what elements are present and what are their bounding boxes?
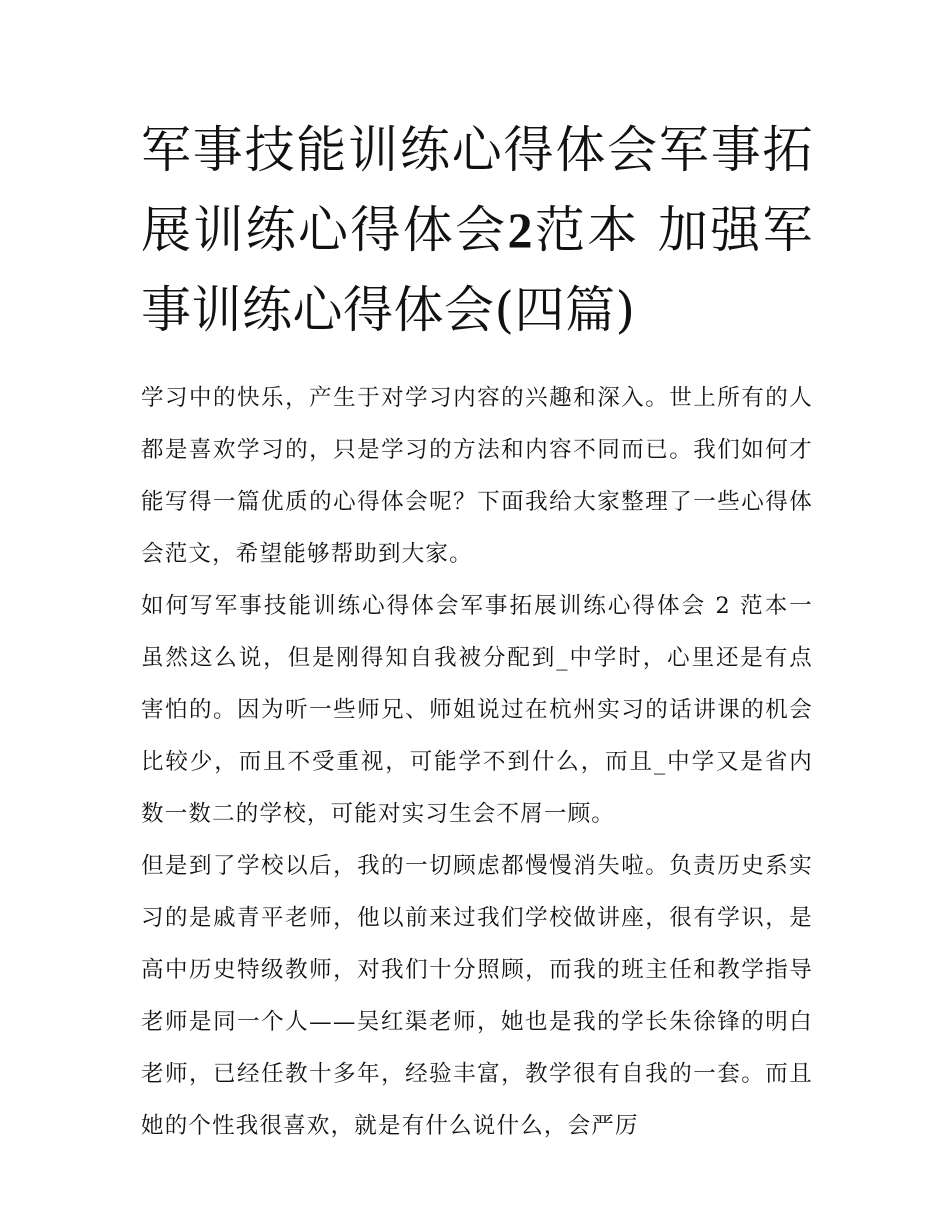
document-body bbox=[141, 372, 813, 1152]
document-title bbox=[141, 110, 813, 350]
title-number: 2 bbox=[507, 202, 533, 258]
paragraph-intro: 学习中的快乐，产生于对学习内容的兴趣和深入。世上所有的人都是喜欢学习的，只是学习的方法和内容不同而已。我们如何才能写得一篇优质的心得体会呢？下面我给大家整理了一些心得体会范文，希望能够帮助到大家。 bbox=[141, 385, 813, 567]
title-text-part1: 军事技能训练心得体会军事拓展训练心得体会 bbox=[141, 121, 813, 259]
title-text-part2: 范本 加强军事训练心得体会(四篇) bbox=[141, 201, 813, 339]
paragraph-essay-one-continued: 但是到了学校以后，我的一切顾虑都慢慢消失啦。负责历史系实习的是戚青平老师，他以前来过我们学校做讲座，很有学识，是高中历史特级教师，对我们十分照顾，而我的班主任和教学指导老师是同一个人——吴红渠老师，她也是我的学长朱徐锋的明白老师，已经任教十多年，经验丰富，教学很有自我的一套。而且她的个性我很喜欢，就是有什么说什么，会严厉 bbox=[141, 853, 813, 1139]
paragraph-essay-one-start: 如何写军事技能训练心得体会军事拓展训练心得体会 2 范本一虽然这么说，但是刚得知自我被分配到_中学时，心里还是有点害怕的。因为听一些师兄、师姐说过在杭州实习的话讲课的机会比较少，而且不受重视，可能学不到什么，而且_中学又是省内数一数二的学校，可能对实习生会不屑一顾。 bbox=[141, 593, 813, 827]
document-content bbox=[141, 110, 813, 1152]
